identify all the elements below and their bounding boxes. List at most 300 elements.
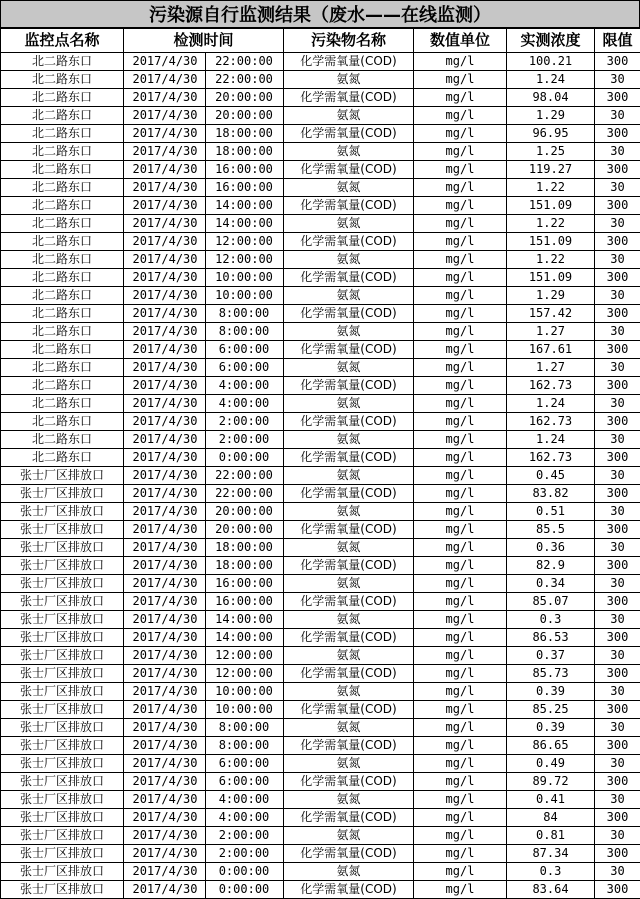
cell-clock: 16:00:00	[205, 161, 282, 178]
cell-pollutant: 化学需氧量(COD)	[284, 305, 414, 323]
table-row	[1, 125, 640, 143]
cell-date: 2017/4/30	[132, 342, 198, 356]
cell-limit: 300	[595, 341, 640, 359]
cell-unit: mg/l	[414, 179, 507, 197]
cell-pollutant: 化学需氧量(COD)	[284, 161, 414, 179]
cell-unit: mg/l	[414, 503, 507, 521]
cell-limit: 300	[595, 485, 640, 503]
cell-unit: mg/l	[414, 215, 507, 233]
cell-date: 2017/4/30	[132, 216, 198, 230]
table-row	[1, 701, 640, 719]
cell-time	[124, 737, 284, 755]
cell-time	[124, 287, 284, 305]
cell-date: 2017/4/30	[132, 774, 198, 788]
cell-unit: mg/l	[414, 323, 507, 341]
cell-pollutant: 化学需氧量(COD)	[284, 53, 414, 71]
cell-site: 北二路东口	[1, 449, 124, 467]
cell-pollutant: 氨氮	[284, 647, 414, 665]
cell-unit: mg/l	[414, 737, 507, 755]
cell-unit: mg/l	[414, 233, 507, 251]
table-row	[1, 881, 640, 899]
cell-date: 2017/4/30	[132, 486, 198, 500]
cell-value: 151.09	[507, 197, 595, 215]
cell-site: 北二路东口	[1, 341, 124, 359]
cell-date: 2017/4/30	[132, 432, 198, 446]
cell-site: 北二路东口	[1, 377, 124, 395]
cell-site: 张士厂区排放口	[1, 827, 124, 845]
cell-clock: 20:00:00	[205, 503, 282, 520]
table-row	[1, 683, 640, 701]
table-row	[1, 431, 640, 449]
cell-site: 北二路东口	[1, 269, 124, 287]
table-row	[1, 287, 640, 305]
cell-site: 张士厂区排放口	[1, 575, 124, 593]
cell-limit: 300	[595, 521, 640, 539]
cell-unit: mg/l	[414, 827, 507, 845]
table-row	[1, 323, 640, 341]
cell-pollutant: 氨氮	[284, 755, 414, 773]
cell-limit: 30	[595, 683, 640, 701]
cell-pollutant: 氨氮	[284, 431, 414, 449]
cell-pollutant: 氨氮	[284, 683, 414, 701]
cell-clock: 8:00:00	[205, 737, 282, 754]
cell-date: 2017/4/30	[132, 738, 198, 752]
table-row	[1, 341, 640, 359]
cell-date: 2017/4/30	[132, 396, 198, 410]
cell-unit: mg/l	[414, 557, 507, 575]
cell-unit: mg/l	[414, 539, 507, 557]
cell-site: 北二路东口	[1, 233, 124, 251]
cell-value: 0.39	[507, 719, 595, 737]
cell-limit: 300	[595, 53, 640, 71]
cell-clock: 16:00:00	[205, 593, 282, 610]
cell-limit: 30	[595, 575, 640, 593]
cell-clock: 2:00:00	[205, 431, 282, 448]
cell-limit: 30	[595, 287, 640, 305]
cell-unit: mg/l	[414, 161, 507, 179]
cell-site: 张士厂区排放口	[1, 683, 124, 701]
cell-clock: 12:00:00	[205, 251, 282, 268]
cell-site: 张士厂区排放口	[1, 773, 124, 791]
cell-unit: mg/l	[414, 71, 507, 89]
cell-clock: 10:00:00	[205, 269, 282, 286]
table-row	[1, 269, 640, 287]
cell-time	[124, 845, 284, 863]
cell-clock: 14:00:00	[205, 611, 282, 628]
cell-date: 2017/4/30	[132, 144, 198, 158]
cell-value: 0.41	[507, 791, 595, 809]
cell-site: 北二路东口	[1, 197, 124, 215]
cell-pollutant: 氨氮	[284, 503, 414, 521]
cell-pollutant: 化学需氧量(COD)	[284, 413, 414, 431]
cell-site: 北二路东口	[1, 395, 124, 413]
cell-unit: mg/l	[414, 521, 507, 539]
cell-date: 2017/4/30	[132, 162, 198, 176]
cell-date: 2017/4/30	[132, 414, 198, 428]
cell-unit: mg/l	[414, 53, 507, 71]
cell-time	[124, 161, 284, 179]
table-row	[1, 143, 640, 161]
cell-limit: 300	[595, 737, 640, 755]
cell-value: 0.3	[507, 863, 595, 881]
cell-limit: 30	[595, 539, 640, 557]
cell-date: 2017/4/30	[132, 846, 198, 860]
cell-time	[124, 467, 284, 485]
cell-date: 2017/4/30	[132, 324, 198, 338]
cell-value: 1.24	[507, 395, 595, 413]
cell-unit: mg/l	[414, 251, 507, 269]
cell-clock: 20:00:00	[205, 521, 282, 538]
cell-date: 2017/4/30	[132, 792, 198, 806]
cell-unit: mg/l	[414, 719, 507, 737]
cell-value: 100.21	[507, 53, 595, 71]
cell-date: 2017/4/30	[132, 810, 198, 824]
cell-time	[124, 521, 284, 539]
cell-site: 张士厂区排放口	[1, 539, 124, 557]
cell-pollutant: 化学需氧量(COD)	[284, 845, 414, 863]
cell-clock: 16:00:00	[205, 179, 282, 196]
cell-clock: 8:00:00	[205, 323, 282, 340]
cell-time	[124, 503, 284, 521]
cell-date: 2017/4/30	[132, 648, 198, 662]
cell-time	[124, 377, 284, 395]
cell-clock: 4:00:00	[205, 377, 282, 394]
cell-value: 89.72	[507, 773, 595, 791]
cell-date: 2017/4/30	[132, 756, 198, 770]
cell-site: 北二路东口	[1, 305, 124, 323]
cell-date: 2017/4/30	[132, 576, 198, 590]
cell-time	[124, 539, 284, 557]
cell-date: 2017/4/30	[132, 630, 198, 644]
cell-unit: mg/l	[414, 485, 507, 503]
cell-site: 北二路东口	[1, 215, 124, 233]
cell-date: 2017/4/30	[132, 252, 198, 266]
cell-value: 85.25	[507, 701, 595, 719]
cell-limit: 300	[595, 305, 640, 323]
cell-date: 2017/4/30	[132, 702, 198, 716]
cell-clock: 16:00:00	[205, 575, 282, 592]
cell-limit: 30	[595, 251, 640, 269]
cell-unit: mg/l	[414, 755, 507, 773]
cell-limit: 300	[595, 413, 640, 431]
cell-pollutant: 氨氮	[284, 107, 414, 125]
table-row	[1, 251, 640, 269]
cell-date: 2017/4/30	[132, 90, 198, 104]
cell-value: 0.49	[507, 755, 595, 773]
cell-unit: mg/l	[414, 809, 507, 827]
cell-unit: mg/l	[414, 863, 507, 881]
cell-pollutant: 化学需氧量(COD)	[284, 809, 414, 827]
cell-clock: 12:00:00	[205, 665, 282, 682]
cell-time	[124, 791, 284, 809]
cell-date: 2017/4/30	[132, 882, 198, 896]
cell-time	[124, 701, 284, 719]
cell-limit: 300	[595, 161, 640, 179]
cell-limit: 30	[595, 143, 640, 161]
cell-date: 2017/4/30	[132, 198, 198, 212]
cell-value: 96.95	[507, 125, 595, 143]
cell-site: 张士厂区排放口	[1, 737, 124, 755]
cell-date: 2017/4/30	[132, 828, 198, 842]
cell-limit: 300	[595, 593, 640, 611]
cell-pollutant: 氨氮	[284, 791, 414, 809]
cell-site: 张士厂区排放口	[1, 521, 124, 539]
cell-value: 119.27	[507, 161, 595, 179]
cell-unit: mg/l	[414, 305, 507, 323]
cell-limit: 30	[595, 863, 640, 881]
cell-clock: 18:00:00	[205, 539, 282, 556]
cell-unit: mg/l	[414, 683, 507, 701]
cell-value: 162.73	[507, 377, 595, 395]
cell-site: 张士厂区排放口	[1, 719, 124, 737]
monitoring-table	[0, 28, 640, 899]
cell-clock: 6:00:00	[205, 773, 282, 790]
cell-clock: 10:00:00	[205, 701, 282, 718]
cell-limit: 300	[595, 269, 640, 287]
cell-pollutant: 化学需氧量(COD)	[284, 701, 414, 719]
table-row	[1, 89, 640, 107]
cell-limit: 300	[595, 881, 640, 899]
cell-pollutant: 化学需氧量(COD)	[284, 629, 414, 647]
cell-unit: mg/l	[414, 287, 507, 305]
cell-date: 2017/4/30	[132, 504, 198, 518]
cell-time	[124, 647, 284, 665]
cell-time	[124, 575, 284, 593]
cell-limit: 300	[595, 773, 640, 791]
cell-unit: mg/l	[414, 377, 507, 395]
cell-time	[124, 629, 284, 647]
cell-time	[124, 89, 284, 107]
cell-pollutant: 化学需氧量(COD)	[284, 557, 414, 575]
cell-value: 85.73	[507, 665, 595, 683]
cell-pollutant: 化学需氧量(COD)	[284, 485, 414, 503]
cell-time	[124, 341, 284, 359]
cell-site: 北二路东口	[1, 179, 124, 197]
cell-time	[124, 269, 284, 287]
table-row	[1, 485, 640, 503]
cell-site: 张士厂区排放口	[1, 593, 124, 611]
cell-clock: 6:00:00	[205, 359, 282, 376]
cell-pollutant: 氨氮	[284, 611, 414, 629]
table-row	[1, 827, 640, 845]
cell-time	[124, 305, 284, 323]
cell-pollutant: 化学需氧量(COD)	[284, 593, 414, 611]
cell-date: 2017/4/30	[132, 594, 198, 608]
cell-value: 1.29	[507, 287, 595, 305]
cell-value: 151.09	[507, 269, 595, 287]
cell-time	[124, 611, 284, 629]
cell-date: 2017/4/30	[132, 180, 198, 194]
cell-clock: 14:00:00	[205, 629, 282, 646]
table-row	[1, 647, 640, 665]
cell-value: 86.65	[507, 737, 595, 755]
cell-date: 2017/4/30	[132, 468, 198, 482]
cell-limit: 30	[595, 467, 640, 485]
cell-value: 162.73	[507, 449, 595, 467]
cell-unit: mg/l	[414, 593, 507, 611]
cell-limit: 300	[595, 89, 640, 107]
cell-time	[124, 251, 284, 269]
table-row	[1, 845, 640, 863]
cell-unit: mg/l	[414, 791, 507, 809]
cell-value: 1.24	[507, 71, 595, 89]
cell-limit: 300	[595, 233, 640, 251]
cell-value: 87.34	[507, 845, 595, 863]
cell-unit: mg/l	[414, 269, 507, 287]
cell-pollutant: 氨氮	[284, 359, 414, 377]
cell-pollutant: 氨氮	[284, 467, 414, 485]
cell-time	[124, 809, 284, 827]
cell-value: 1.29	[507, 107, 595, 125]
cell-pollutant: 氨氮	[284, 323, 414, 341]
table-row	[1, 359, 640, 377]
cell-limit: 30	[595, 107, 640, 125]
cell-clock: 8:00:00	[205, 719, 282, 736]
cell-value: 1.22	[507, 251, 595, 269]
cell-clock: 10:00:00	[205, 287, 282, 304]
cell-value: 0.81	[507, 827, 595, 845]
cell-pollutant: 化学需氧量(COD)	[284, 197, 414, 215]
cell-time	[124, 53, 284, 71]
cell-time	[124, 323, 284, 341]
cell-limit: 30	[595, 503, 640, 521]
cell-site: 北二路东口	[1, 53, 124, 71]
cell-clock: 22:00:00	[205, 53, 282, 70]
cell-date: 2017/4/30	[132, 864, 198, 878]
cell-clock: 18:00:00	[205, 143, 282, 160]
cell-clock: 18:00:00	[205, 125, 282, 142]
cell-value: 1.24	[507, 431, 595, 449]
cell-limit: 300	[595, 197, 640, 215]
cell-date: 2017/4/30	[132, 360, 198, 374]
cell-pollutant: 氨氮	[284, 143, 414, 161]
cell-value: 0.36	[507, 539, 595, 557]
cell-time	[124, 593, 284, 611]
table-row	[1, 755, 640, 773]
cell-date: 2017/4/30	[132, 126, 198, 140]
cell-limit: 30	[595, 755, 640, 773]
cell-time	[124, 557, 284, 575]
cell-value: 86.53	[507, 629, 595, 647]
cell-unit: mg/l	[414, 647, 507, 665]
cell-time	[124, 179, 284, 197]
table-row	[1, 719, 640, 737]
cell-pollutant: 化学需氧量(COD)	[284, 737, 414, 755]
header-site: 监控点名称	[1, 29, 124, 53]
table-row	[1, 215, 640, 233]
cell-site: 张士厂区排放口	[1, 557, 124, 575]
cell-pollutant: 化学需氧量(COD)	[284, 341, 414, 359]
cell-unit: mg/l	[414, 629, 507, 647]
cell-limit: 300	[595, 377, 640, 395]
cell-unit: mg/l	[414, 89, 507, 107]
table-row	[1, 53, 640, 71]
cell-clock: 4:00:00	[205, 809, 282, 826]
cell-value: 82.9	[507, 557, 595, 575]
cell-date: 2017/4/30	[132, 612, 198, 626]
cell-site: 北二路东口	[1, 161, 124, 179]
cell-unit: mg/l	[414, 773, 507, 791]
cell-pollutant: 化学需氧量(COD)	[284, 881, 414, 899]
cell-time	[124, 71, 284, 89]
cell-date: 2017/4/30	[132, 666, 198, 680]
cell-value: 162.73	[507, 413, 595, 431]
cell-time	[124, 485, 284, 503]
header-value: 实测浓度	[507, 29, 595, 53]
cell-value: 0.51	[507, 503, 595, 521]
cell-limit: 300	[595, 845, 640, 863]
cell-value: 98.04	[507, 89, 595, 107]
cell-clock: 18:00:00	[205, 557, 282, 574]
cell-pollutant: 氨氮	[284, 215, 414, 233]
cell-unit: mg/l	[414, 467, 507, 485]
cell-unit: mg/l	[414, 611, 507, 629]
cell-site: 北二路东口	[1, 413, 124, 431]
cell-clock: 22:00:00	[205, 71, 282, 88]
cell-clock: 12:00:00	[205, 233, 282, 250]
cell-limit: 30	[595, 179, 640, 197]
cell-site: 北二路东口	[1, 107, 124, 125]
table-row	[1, 179, 640, 197]
cell-site: 张士厂区排放口	[1, 665, 124, 683]
cell-pollutant: 氨氮	[284, 179, 414, 197]
cell-time	[124, 395, 284, 413]
cell-unit: mg/l	[414, 125, 507, 143]
cell-value: 1.27	[507, 359, 595, 377]
cell-date: 2017/4/30	[132, 54, 198, 68]
cell-time	[124, 449, 284, 467]
cell-value: 157.42	[507, 305, 595, 323]
cell-limit: 30	[595, 431, 640, 449]
cell-pollutant: 化学需氧量(COD)	[284, 269, 414, 287]
cell-value: 1.22	[507, 179, 595, 197]
cell-site: 北二路东口	[1, 431, 124, 449]
cell-clock: 6:00:00	[205, 755, 282, 772]
cell-value: 0.34	[507, 575, 595, 593]
table-row	[1, 557, 640, 575]
cell-clock: 2:00:00	[205, 845, 282, 862]
cell-date: 2017/4/30	[132, 450, 198, 464]
cell-value: 85.5	[507, 521, 595, 539]
cell-pollutant: 化学需氧量(COD)	[284, 89, 414, 107]
cell-limit: 30	[595, 395, 640, 413]
cell-unit: mg/l	[414, 359, 507, 377]
header-limit: 限值	[595, 29, 640, 53]
cell-time	[124, 143, 284, 161]
cell-date: 2017/4/30	[132, 270, 198, 284]
cell-clock: 22:00:00	[205, 485, 282, 502]
cell-unit: mg/l	[414, 395, 507, 413]
cell-limit: 30	[595, 647, 640, 665]
cell-value: 0.39	[507, 683, 595, 701]
cell-pollutant: 氨氮	[284, 287, 414, 305]
cell-date: 2017/4/30	[132, 288, 198, 302]
cell-site: 张士厂区排放口	[1, 809, 124, 827]
cell-time	[124, 359, 284, 377]
table-row	[1, 503, 640, 521]
cell-unit: mg/l	[414, 197, 507, 215]
cell-unit: mg/l	[414, 431, 507, 449]
cell-value: 0.37	[507, 647, 595, 665]
cell-site: 北二路东口	[1, 359, 124, 377]
cell-value: 83.64	[507, 881, 595, 899]
cell-time	[124, 719, 284, 737]
cell-date: 2017/4/30	[132, 558, 198, 572]
cell-clock: 8:00:00	[205, 305, 282, 322]
cell-site: 张士厂区排放口	[1, 503, 124, 521]
cell-pollutant: 化学需氧量(COD)	[284, 377, 414, 395]
cell-time	[124, 215, 284, 233]
